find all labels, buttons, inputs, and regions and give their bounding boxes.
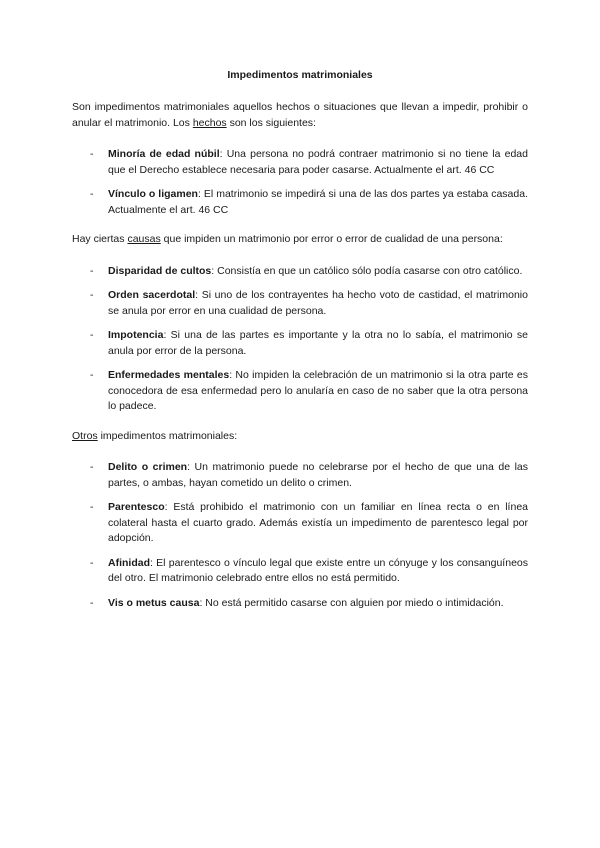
- item-text: : Una persona no podrá contraer matrimonio si no tiene la edad que el Derecho establece necesaria para poder casarse. Actualmente el art. 46 CC: [108, 148, 528, 176]
- hechos-list: [72, 147, 528, 218]
- item-term: Disparidad de cultos: [108, 264, 212, 277]
- bullet-dash: -: [90, 148, 94, 160]
- item-term: Impotencia: [108, 329, 164, 341]
- bullet-dash: -: [90, 501, 94, 513]
- item-term: Vis o metus causa: [108, 596, 200, 609]
- list-item: [72, 288, 528, 319]
- item-term: Delito o crimen: [108, 461, 188, 473]
- intro-text-after: son los siguientes:: [226, 116, 316, 129]
- intro-text-before: Son impedimentos matrimoniales aquellos hechos o situaciones que llevan a impedir, prohibir o anular el matrimonio. Los: [72, 101, 528, 129]
- otros-underlined-word: Otros: [72, 429, 98, 442]
- item-text: : Consistía en que un católico sólo podía casarse con otro católico.: [211, 264, 523, 277]
- list-item: [72, 147, 528, 178]
- otros-text-after: impedimentos matrimoniales:: [97, 429, 238, 442]
- item-text: : El matrimonio se impedirá si una de las dos partes ya estaba casada. Actualmente el art. 46 CC: [108, 188, 528, 216]
- page-title: Impedimentos matrimoniales: [227, 69, 373, 81]
- otros-intro-paragraph: [72, 429, 528, 445]
- intro-underlined-word: hechos: [192, 116, 227, 129]
- list-item: [72, 596, 528, 612]
- causas-list: [72, 264, 528, 415]
- bullet-dash: -: [90, 596, 94, 609]
- bullet-dash: -: [90, 461, 94, 473]
- list-item: [72, 460, 528, 491]
- item-text: : No está permitido casarse con alguien por miedo o intimidación.: [199, 596, 504, 609]
- item-term: Orden sacerdotal: [108, 289, 196, 301]
- item-term: Afinidad: [108, 556, 150, 569]
- item-term: Parentesco: [108, 501, 165, 513]
- otros-list: [72, 460, 528, 611]
- bullet-dash: -: [90, 556, 94, 569]
- bullet-dash: -: [90, 264, 94, 277]
- item-text: : No impiden la celebración de un matrimonio si la otra parte es conocedora de esa enfermedad pero lo anularía en caso de no saber que la otra persona lo padece.: [108, 369, 528, 412]
- item-text: : El parentesco o vínculo legal que existe entre un cónyuge y los consanguíneos del otro. El matrimonio celebrado entre ellos no está permitido.: [108, 556, 528, 584]
- item-term: Minoría de edad núbil: [108, 148, 220, 160]
- list-item: [72, 556, 528, 587]
- list-item: [72, 264, 528, 280]
- list-item: [72, 328, 528, 359]
- causas-underlined-word: causas: [127, 233, 161, 245]
- item-text: : Si una de las partes es importante y la otra no lo sabía, el matrimonio se anula por error de la persona.: [108, 329, 528, 357]
- list-item: [72, 187, 528, 218]
- item-term: Enfermedades mentales: [108, 369, 230, 381]
- item-term: Vínculo o ligamen: [108, 188, 198, 200]
- causas-intro-paragraph: [72, 232, 528, 248]
- item-text: : Un matrimonio puede no celebrarse por el hecho de que una de las partes, o ambas, hayan cometido un delito o crimen.: [108, 461, 528, 489]
- causas-text-before: Hay ciertas: [72, 233, 128, 245]
- bullet-dash: -: [90, 188, 94, 200]
- item-text: : Si uno de los contrayentes ha hecho voto de castidad, el matrimonio se anula por error en una cualidad de persona.: [108, 289, 528, 317]
- list-item: [72, 368, 528, 415]
- bullet-dash: -: [90, 329, 94, 341]
- list-item: [72, 500, 528, 547]
- intro-paragraph: [72, 100, 528, 131]
- bullet-dash: -: [90, 289, 94, 301]
- bullet-dash: -: [90, 369, 94, 381]
- item-text: : Está prohibido el matrimonio con un familiar en línea recta o en línea colateral hasta el cuarto grado. Además existía un impedimento de parentesco legal por adopción.: [108, 501, 528, 544]
- causas-text-after: que impiden un matrimonio por error o error de cualidad de una persona:: [160, 233, 503, 245]
